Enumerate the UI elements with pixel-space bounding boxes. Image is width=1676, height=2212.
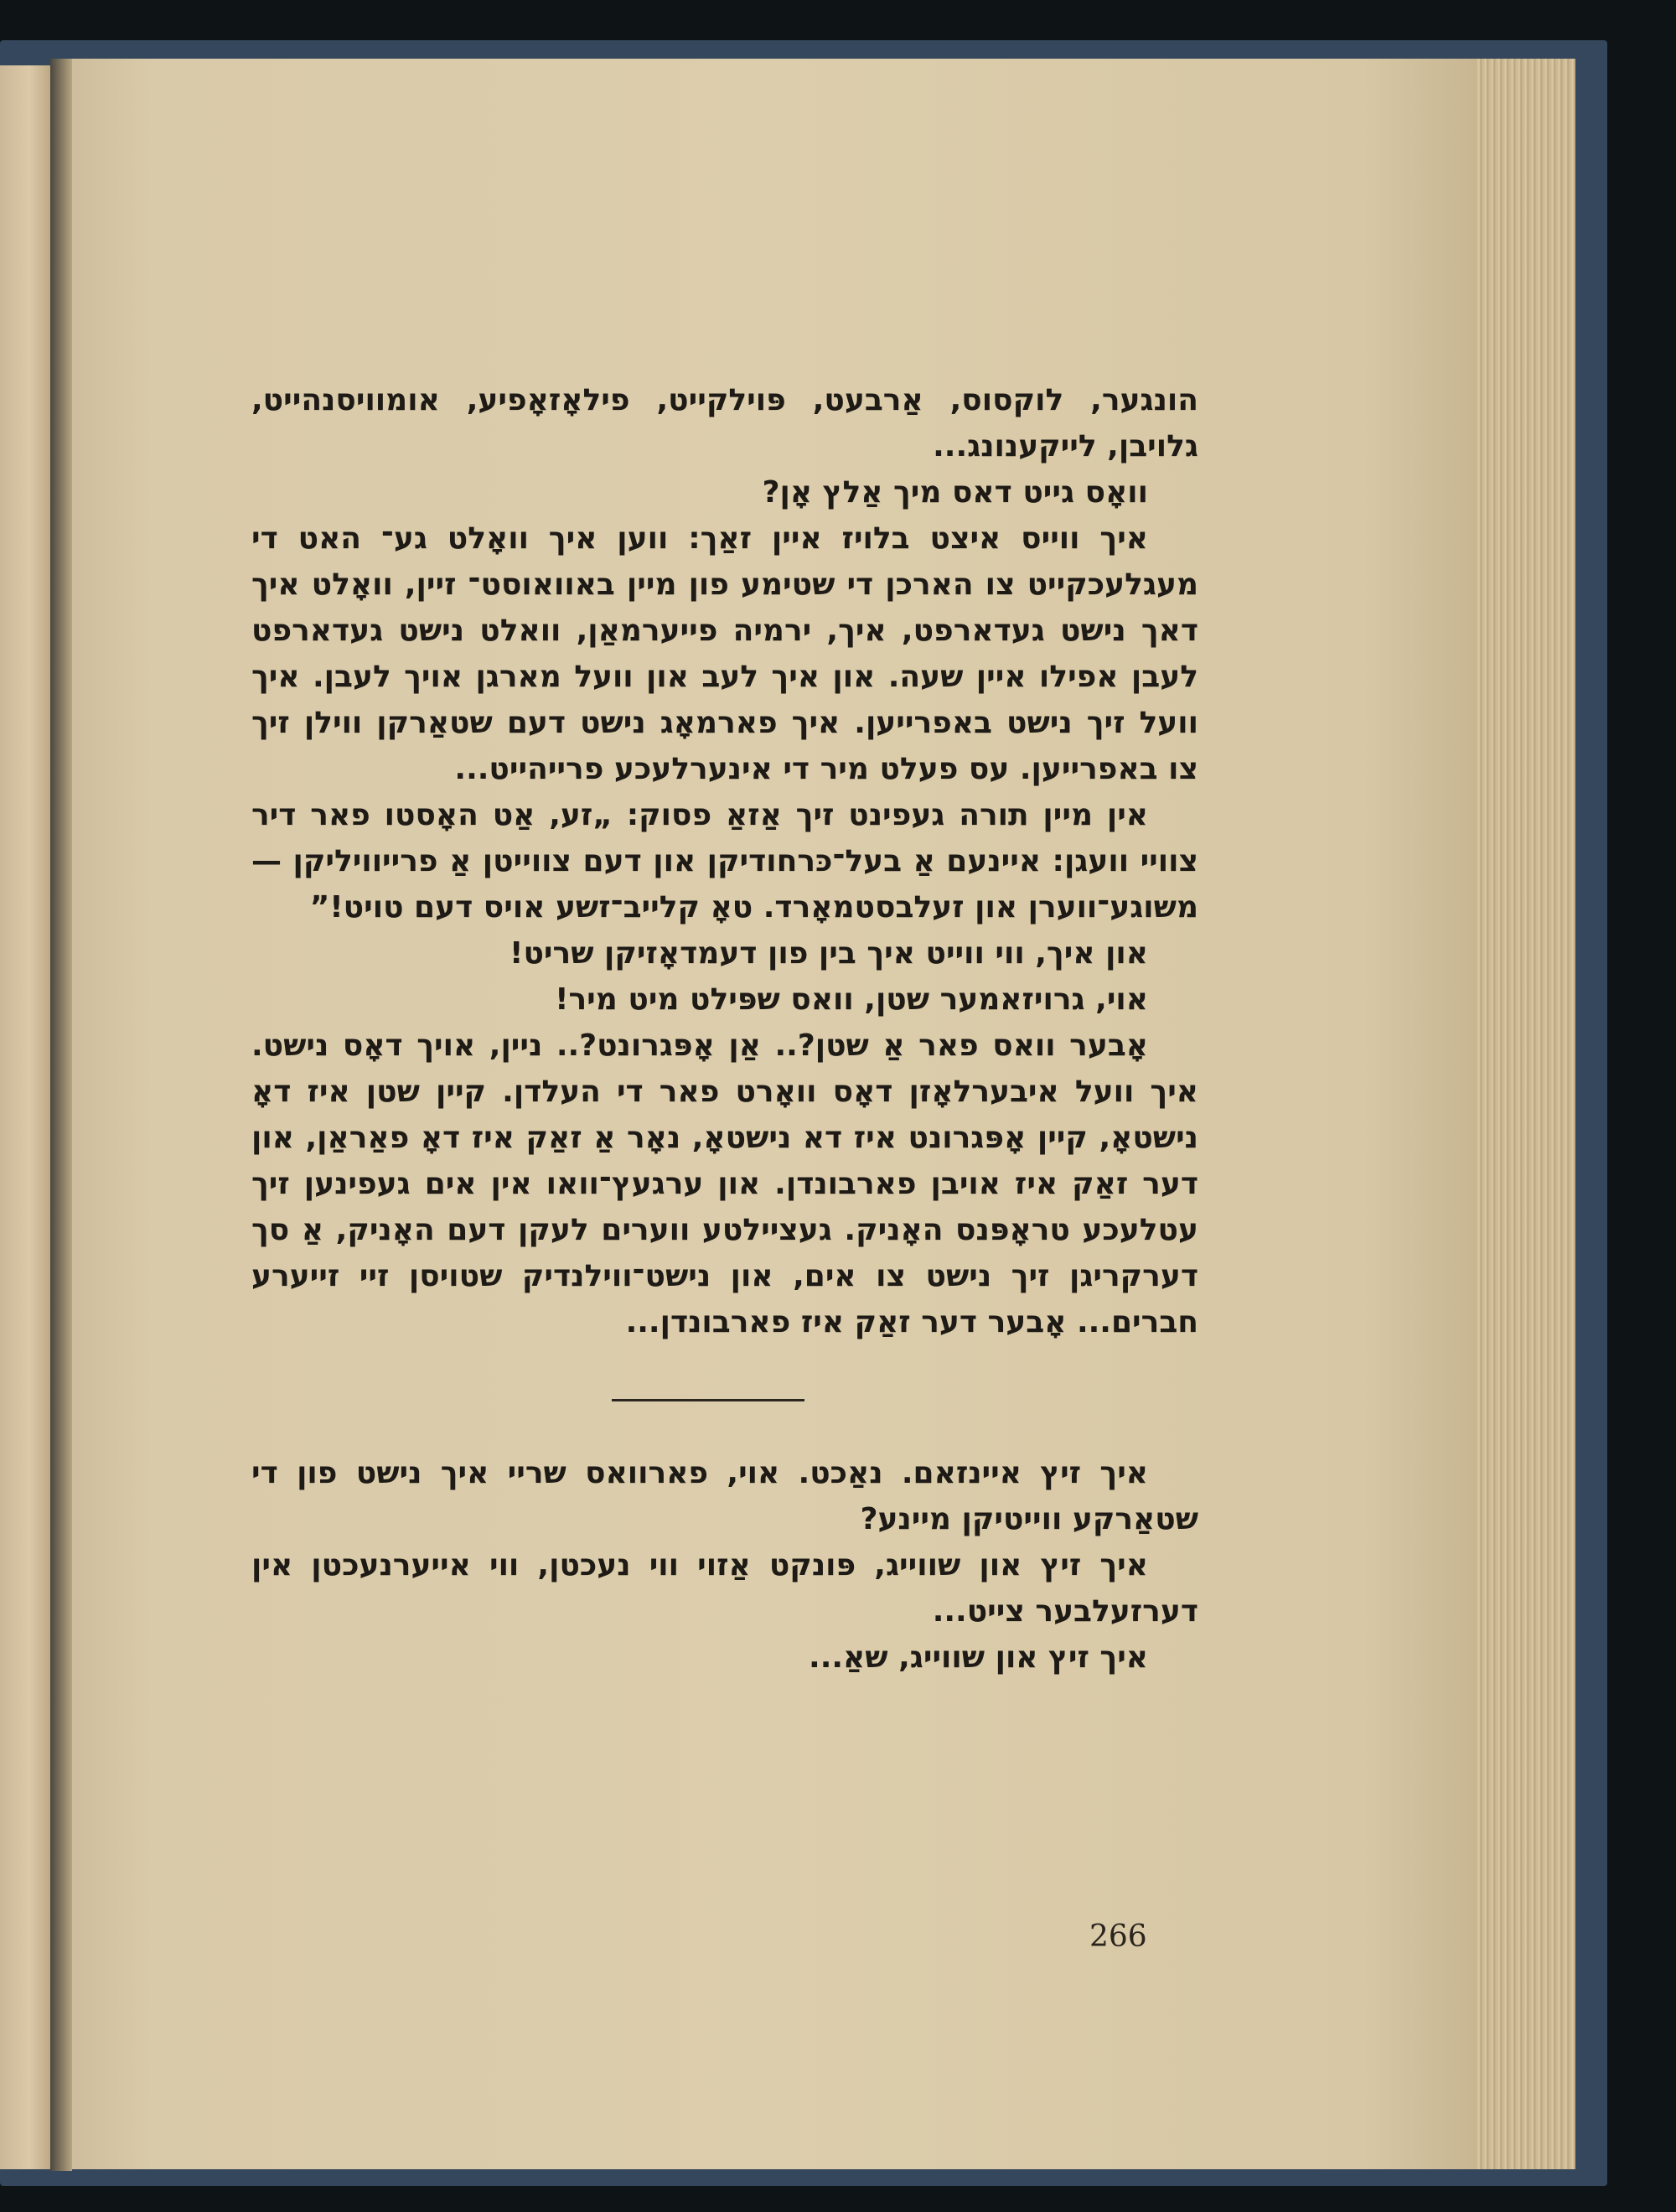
section-divider (612, 1399, 804, 1401)
paragraph: איך ווייס איצט בלויז איין זאַך: ווען איך וואָלט גע־ האט די מעגלעכקייט צו הארכן די שטימע פון מיין באוואוסט־ זיין, וואָלט איך דאך נישט געדארפט, איך, ירמיה פייערמאַן, וואלט נישט געדארפט לעבן אפילו איין שעה. און איך לעב און וועל מארגן אויך לעבן. איך וועל זיך נישט באפרייען. איך פארמאָג נישט דעם שטאַרקן ווילן זיך צו באפרייען. עס פעלט מיר די אינערלעכע פרייהייט... (251, 521, 1198, 786)
paragraph: איך זיץ איינזאם. נאַכט. אוי, פארוואס שריי איך נישט פון די שטאַרקע ווייטיקן מיינע? (251, 1456, 1198, 1536)
book-gutter (50, 59, 72, 2171)
paragraph: אין מיין תורה געפינט זיך אַזאַ פסוק: „זע, אַט האָסטו פאר דיר צוויי וועגן: איינעם אַ בעל־כּרחודיקן און דעם צווייטן אַ פרייוויליקן — משוגע־ווערן און זעלבסטמאָרד. טאָ קלייב־זשע אויס דעם טויט!” (251, 798, 1198, 925)
section-first (251, 377, 1198, 1345)
paragraph: הונגער, לוקסוס, אַרבעט, פּוילקייט, פילאָזאָפיע, אומוויסנהייט, גלויבן, לייקענונג... (251, 383, 1198, 464)
section-second (251, 1450, 1198, 1681)
paragraph: וואָס גייט דאס מיך אַלץ אָן? (762, 475, 1148, 510)
left-page-edge (0, 65, 54, 2169)
main-text (251, 377, 1198, 1681)
paragraph: איך זיץ און שווייג, שאַ... (809, 1640, 1148, 1675)
paragraph: אָבער וואס פאר אַ שטן?.. אַן אָפּגרונט?.. ניין, אויך דאָס נישט. איך וועל איבערלאָזן דאָס וואָרט פאר די העלדן. קיין שטן איז דאָ נישטאָ, קיין אָפּגרונט איז דא נישטאָ, נאָר אַ זאַק איז דאָ פאַראַן, און דער זאַק איז אויבן פארבונדן. און ערגעץ־וואו אין אים געפינען זיך עטלעכע טראָפּנס האָניק. געציילטע ווערים לעקן דעם האָניק, אַ סך דערקריגן זיך נישט צו אים, און נישט־ווילנדיק שטויסן זיי זייערע חברים... אָבער דער זאַק איז פארבונדן... (251, 1028, 1198, 1339)
page-edges (1477, 59, 1575, 2169)
paragraph: און איך, ווי ווייט איך בין פון דעמדאָזיקן שריט! (510, 936, 1148, 971)
paragraph: איך זיץ און שווייג, פּונקט אַזוי ווי נעכטן, ווי אייערנעכטן אין דערזעלבער צייט... (251, 1548, 1198, 1629)
paragraph: אוי, גרויזאמער שטן, וואס שפּילט מיט מיר! (555, 982, 1148, 1017)
page-number: 266 (1089, 1919, 1147, 1954)
